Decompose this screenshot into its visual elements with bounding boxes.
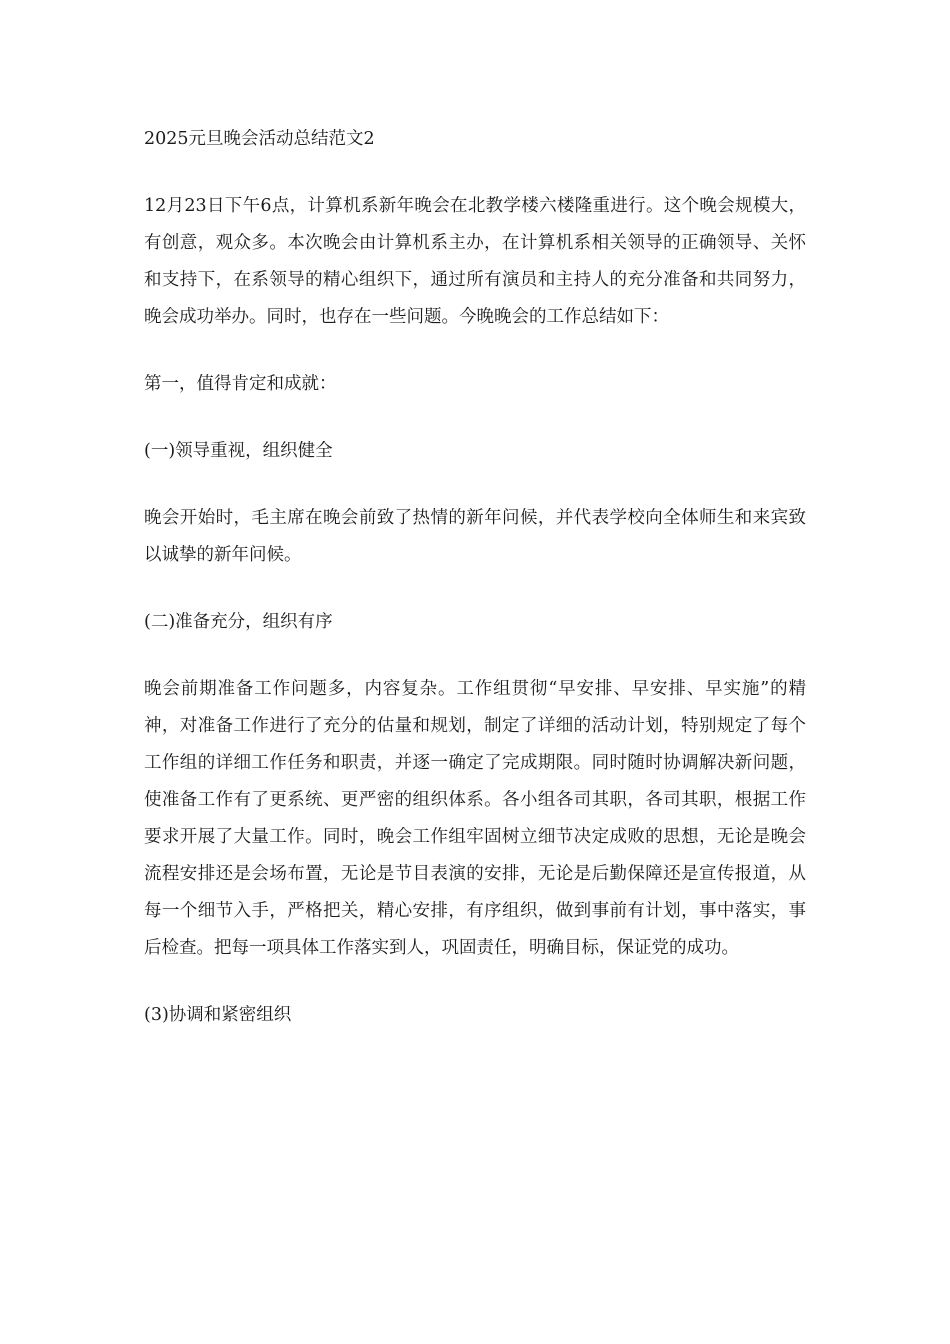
paragraph-intro: 12月23日下午6点，计算机系新年晚会在北教学楼六楼隆重进行。这个晚会规模大，有创意，观众多。本次晚会由计算机系主办，在计算机系相关领导的正确领导、关怀和支持下，在系领导的精心组织下，通过所有演员和主持人的充分准备和共同努力，晚会成功举办。同时，也存在一些问题。今晚晚会的工作总结如下：: [144, 196, 806, 327]
paragraph-2: 晚会前期准备工作问题多，内容复杂。工作组贯彻“早安排、早安排、早实施”的精神，对准备工作进行了充分的估量和规划，制定了详细的活动计划，特别规定了每个工作组的详细工作任务和职责，并逐一确定了完成期限。同时随时协调解决新问题，使准备工作有了更系统、更严密的组织体系。各小组各司其职，各司其职，根据工作要求开展了大量工作。同时，晚会工作组牢固树立细节决定成败的思想，无论是晚会流程安排还是会场布置，无论是节目表演的安排，无论是后勤保障还是宣传报道，从每一个细节入手，严格把关，精心安排，有序组织，做到事前有计划，事中落实，事后检查。把每一项具体工作落实到人，巩固责任，明确目标，保证党的成功。: [144, 679, 806, 958]
subheading-2: (二)准备充分，组织有序: [144, 612, 333, 632]
paragraph-1: 晚会开始时，毛主席在晚会前致了热情的新年问候，并代表学校向全体师生和来宾致以诚挚的新年问候。: [144, 508, 806, 565]
section-heading-first: 第一，值得肯定和成就：: [144, 374, 337, 394]
document-title: 2025元旦晚会活动总结范文2: [144, 129, 375, 149]
document-body: [144, 121, 806, 1064]
subheading-3: (3)协调和紧密组织: [144, 1005, 292, 1025]
subheading-1: (一)领导重视，组织健全: [144, 441, 333, 461]
